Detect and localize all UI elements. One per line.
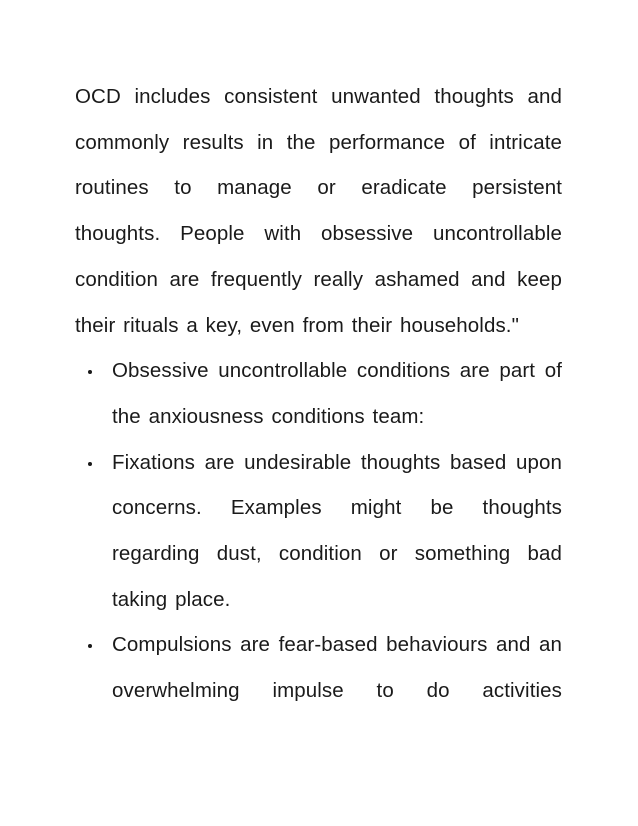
- bullet-text: Fixations are undesirable thoughts based upon concerns. Examples might be thoughts regarding dust, condition or something bad taking place.: [112, 450, 562, 611]
- bullet-text: Compulsions are fear-based behaviours and an overwhelming impulse to do activities: [112, 633, 562, 703]
- bullet-item: [75, 622, 562, 713]
- bullet-text: Obsessive uncontrollable conditions are part of the anxiousness conditions team:: [112, 359, 562, 428]
- document-body: [75, 74, 562, 714]
- bullet-list: [75, 348, 562, 714]
- body-paragraph: OCD includes consistent unwanted thoughts and commonly results in the performance of intricate routines to manage or eradicate persistent thoughts. People with obsessive uncontrollable condition are frequently really ashamed and keep their rituals a key, even from their households.": [75, 85, 562, 337]
- bullet-dot-icon: [86, 440, 96, 486]
- bullet-dot-icon: [86, 348, 96, 394]
- bullet-item: [75, 440, 562, 623]
- bullet-dot-icon: [86, 622, 96, 668]
- bullet-item: [75, 348, 562, 439]
